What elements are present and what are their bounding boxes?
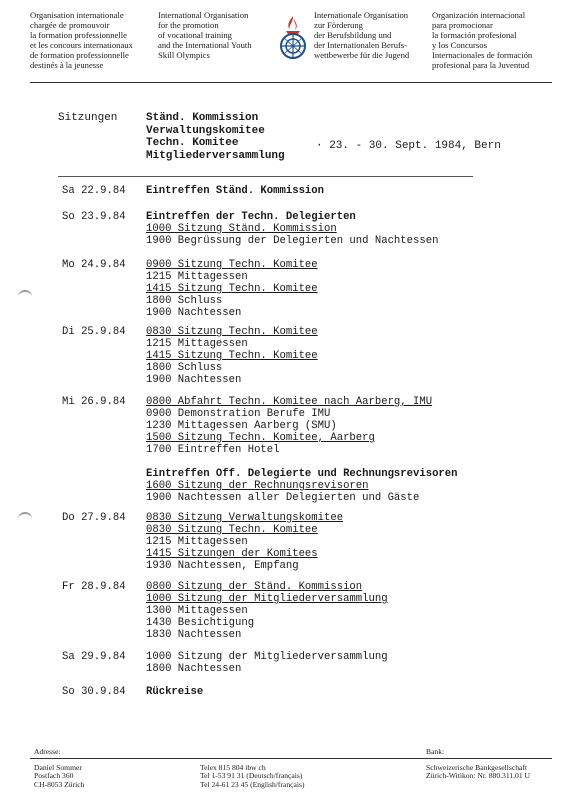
- schedule-entry: 1000 Sitzung der Mitgliederversammlung: [146, 651, 388, 663]
- header-line: der Berufsbildung und: [314, 30, 392, 40]
- punch-hole-mark: [18, 512, 32, 524]
- address-block: [34, 764, 84, 789]
- schedule-entry: 1230 Mittagessen Aarberg (SMU): [146, 420, 337, 432]
- day-entries: [146, 651, 388, 675]
- schedule-entry: 0830 Sitzung Verwaltungskomitee: [146, 512, 344, 524]
- schedule-entry: 0830 Sitzung Techn. Komitee: [146, 326, 318, 338]
- footer-divider: [30, 758, 552, 759]
- day-date: So 30.9.84: [62, 686, 126, 698]
- entry-heading: Rückreise: [146, 686, 204, 698]
- header-line: for the promotion: [158, 20, 219, 30]
- header-line: la formación profesional: [432, 30, 517, 40]
- bank-label: Bank:: [426, 747, 445, 756]
- entry-heading: Eintreffen Off. Delegierte und Rechnungsrevisoren: [146, 468, 458, 480]
- day-entries: [146, 326, 318, 386]
- bank-block: [426, 764, 530, 781]
- schedule-entry: 1215 Mittagessen: [146, 338, 248, 350]
- meeting-date: · 23. - 30. Sept. 1984, Bern: [316, 140, 501, 152]
- schedule-entry: 1215 Mittagessen: [146, 271, 248, 283]
- bank-line: Schweizerische Bankgesellschaft: [426, 763, 527, 772]
- header-divider: [30, 82, 552, 83]
- punch-hole-mark: [18, 290, 32, 302]
- header-line: International Organisation: [158, 10, 249, 20]
- schedule-entry: 1800 Nachtessen: [146, 663, 242, 675]
- day-date: Di 25.9.84: [62, 326, 126, 338]
- day-entries: [146, 259, 318, 319]
- day-entries: [146, 211, 438, 247]
- schedule-entry: 0800 Abfahrt Techn. Komitee nach Aarberg, IMU: [146, 396, 433, 408]
- day-date: Fr 28.9.84: [62, 581, 126, 593]
- header-line: profesional para la Juventud: [432, 60, 530, 70]
- meeting-items: [146, 112, 285, 162]
- bank-line: Zürich-Witikon: Nr. 880.311.01 U: [426, 771, 531, 781]
- address-line: Postfach 360: [34, 771, 74, 781]
- schedule-entry: 1930 Nachtessen, Empfang: [146, 560, 299, 572]
- header-line: y los Concursos: [432, 40, 487, 50]
- meeting-item: Ständ. Kommission: [146, 112, 259, 124]
- schedule-entry: 1000 Sitzung der Mitgliederversammlung: [146, 593, 388, 605]
- schedule-entry: [146, 456, 458, 468]
- header-line: Skill Olympics: [158, 50, 210, 60]
- header-german: [314, 10, 409, 60]
- address-line: Daniel Sommer: [34, 763, 82, 772]
- schedule-entry: 1800 Schluss: [146, 295, 223, 307]
- header-line: destinés à la jeunesse: [30, 60, 104, 70]
- schedule-entry: 1900 Begrüssung der Delegierten und Nachtessen: [146, 235, 439, 247]
- schedule-entry: 1430 Besichtigung: [146, 617, 255, 629]
- schedule-entry: 1000 Sitzung Ständ. Kommission: [146, 223, 337, 235]
- day-date: Mi 26.9.84: [62, 396, 126, 408]
- header-line: Internationale Organisation: [314, 10, 409, 20]
- schedule-entry: 1300 Mittagessen: [146, 605, 248, 617]
- schedule-entry: 1415 Sitzung Techn. Komitee: [146, 283, 318, 295]
- meeting-item: Techn. Komitee: [146, 137, 239, 149]
- schedule-entry: 0830 Sitzung Techn. Komitee: [146, 524, 318, 536]
- header-line: zur Förderung: [314, 20, 363, 30]
- schedule-entry: 1800 Schluss: [146, 362, 223, 374]
- entry-heading: Eintreffen Ständ. Kommission: [146, 185, 325, 197]
- meeting-item: Mitgliederversammlung: [146, 149, 285, 162]
- header-line: Organización internacional: [432, 10, 526, 20]
- day-entries: [146, 512, 343, 572]
- schedule-entry: 0900 Demonstration Berufe IMU: [146, 408, 331, 420]
- header-line: Internacionales de formación: [432, 50, 533, 60]
- entry-heading: Eintreffen der Techn. Delegierten: [146, 211, 356, 223]
- header-english: [158, 10, 252, 60]
- header-line: de formation professionnelle: [30, 50, 129, 60]
- day-date: Do 27.9.84: [62, 512, 126, 524]
- telex-line: Tel 24-61 23 45 (English/français): [200, 779, 305, 789]
- meeting-label: Sitzungen: [58, 112, 118, 124]
- schedule-entry: 1415 Sitzungen der Komitees: [146, 548, 318, 560]
- organisation-logo-icon: [276, 14, 310, 60]
- section-divider: [58, 176, 473, 177]
- header-line: of vocational training: [158, 30, 232, 40]
- schedule-entry: 0900 Sitzung Techn. Komitee: [146, 259, 318, 271]
- header-line: la formation professionnelle: [30, 30, 127, 40]
- day-entries: [146, 185, 324, 197]
- header-line: para promocionar: [432, 20, 493, 30]
- schedule-entry: 1215 Mittagessen: [146, 536, 248, 548]
- header-french: [30, 10, 133, 70]
- header-line: and the International Youth: [158, 40, 252, 50]
- schedule-entry: 1500 Sitzung Techn. Komitee, Aarberg: [146, 432, 375, 444]
- meeting-item: Verwaltungskomitee: [146, 124, 265, 137]
- header-spanish: [432, 10, 532, 70]
- schedule-entry: 1700 Eintreffen Hotel: [146, 444, 280, 456]
- telex-line: Tel 1-53 91 31 (Deutsch/français): [200, 771, 303, 781]
- schedule-entry: 1900 Nachtessen aller Delegierten und Gäste: [146, 492, 420, 504]
- day-entries: [146, 686, 203, 698]
- telex-line: Telex 815 804 ibw ch: [200, 763, 266, 772]
- day-date: Mo 24.9.84: [62, 259, 126, 271]
- schedule-entry: 1830 Nachtessen: [146, 629, 242, 641]
- schedule-entry: 1600 Sitzung der Rechnungsrevisoren: [146, 480, 369, 492]
- telex-block: [200, 764, 305, 789]
- header-line: chargée de promouvoir: [30, 20, 110, 30]
- header-line: der Internationalen Berufs-: [314, 40, 408, 50]
- header-line: et les concours internationaux: [30, 40, 133, 50]
- schedule-entry: 1900 Nachtessen: [146, 307, 242, 319]
- header-line: Organisation internationale: [30, 10, 124, 20]
- schedule-entry: 1900 Nachtessen: [146, 374, 242, 386]
- day-entries: [146, 581, 388, 641]
- address-line: CH-8053 Zürich: [34, 779, 85, 789]
- schedule-entry: 1415 Sitzung Techn. Komitee: [146, 350, 318, 362]
- address-label: Adresse:: [34, 747, 61, 756]
- schedule-entry: 0800 Sitzung der Ständ. Kommission: [146, 581, 363, 593]
- header-line: wettbewerbe für die Jugend: [314, 50, 410, 60]
- day-date: Sa 22.9.84: [62, 185, 126, 197]
- day-date: Sa 29.9.84: [62, 651, 126, 663]
- day-entries: [146, 396, 458, 504]
- day-date: So 23.9.84: [62, 211, 126, 223]
